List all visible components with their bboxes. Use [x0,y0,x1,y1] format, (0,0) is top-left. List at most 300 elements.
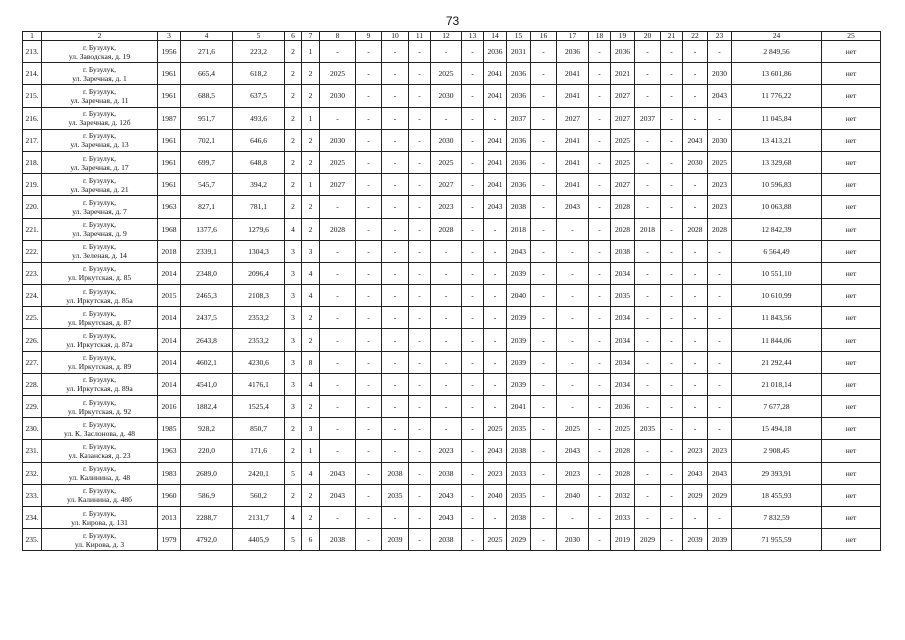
table-cell: - [356,262,382,284]
table-cell: 2023 [683,440,708,462]
table-cell: нет [822,351,881,373]
table-cell: - [409,462,431,484]
table-cell: 665,4 [181,63,233,85]
table-cell: - [484,351,507,373]
address-cell [42,196,158,218]
table-cell: 11 844,06 [732,329,822,351]
row-number: 228. [23,373,42,395]
table-cell: 2 [285,107,302,129]
table-cell: - [635,506,661,528]
table-cell: 2131,7 [233,506,285,528]
table-cell: 3 [285,351,302,373]
table-cell: 2 908,45 [732,440,822,462]
table-cell: 2028 [611,196,635,218]
column-header: 12 [431,32,462,41]
table-cell: 1979 [158,529,181,551]
table-cell: - [320,41,356,63]
table-cell: 493,6 [233,107,285,129]
table-cell: - [356,85,382,107]
table-cell: - [431,351,462,373]
table-cell: - [635,484,661,506]
table-cell: 2036 [557,41,589,63]
table-cell: 2029 [708,484,732,506]
table-cell: - [589,506,611,528]
table-cell: - [382,151,409,173]
table-cell: 2023 [708,174,732,196]
table-cell: - [557,373,589,395]
column-header: 8 [320,32,356,41]
table-cell: 2028 [431,218,462,240]
table-cell: - [409,396,431,418]
table-cell: 7 832,59 [732,506,822,528]
table-cell: 220,0 [181,440,233,462]
table-cell: - [683,41,708,63]
table-cell: - [683,285,708,307]
table-row [23,373,881,395]
table-cell: 928,2 [181,418,233,440]
table-cell: 4405,9 [233,529,285,551]
column-header: 16 [531,32,557,41]
table-cell: - [708,240,732,262]
table-cell: 2038 [611,240,635,262]
row-number: 230. [23,418,42,440]
table-cell: 2437,5 [181,307,233,329]
table-cell: 3 [285,262,302,284]
table-cell: - [409,174,431,196]
table-cell: 646,6 [233,129,285,151]
row-number: 222. [23,240,42,262]
table-cell: 2 [285,484,302,506]
table-cell: 13 413,21 [732,129,822,151]
address-city: г. Бузулук, [82,486,117,496]
table-cell: - [589,41,611,63]
column-header: 11 [409,32,431,41]
table-cell: 2030 [320,85,356,107]
table-cell: 10 551,10 [732,262,822,284]
address-cell [42,529,158,551]
table-cell: нет [822,129,881,151]
table-cell: 2041 [484,174,507,196]
table-cell: нет [822,285,881,307]
table-cell: 171,6 [233,440,285,462]
column-header: 9 [356,32,382,41]
table-cell: 1304,3 [233,240,285,262]
table-cell: 2015 [158,285,181,307]
table-cell: нет [822,529,881,551]
table-cell: - [484,218,507,240]
table-cell: - [356,529,382,551]
address-street: ул. Заречная, д. 9 [72,229,127,239]
table-cell: 2043 [431,506,462,528]
table-cell: - [531,373,557,395]
table-cell: - [462,418,484,440]
table-cell: - [589,418,611,440]
table-cell: - [531,174,557,196]
address-street: ул. Заречная, д. 13 [70,140,129,150]
table-cell: - [708,373,732,395]
table-cell: - [484,262,507,284]
table-cell: - [557,351,589,373]
table-cell: 2036 [507,174,531,196]
table-cell: 2041 [484,129,507,151]
table-cell: 2041 [557,129,589,151]
table-cell: - [531,41,557,63]
table-cell: 2038 [320,529,356,551]
address-city: г. Бузулук, [82,419,117,429]
table-cell: 2025 [431,63,462,85]
table-cell: 2038 [431,462,462,484]
table-cell: - [356,351,382,373]
table-cell: - [462,174,484,196]
table-cell: 4 [285,506,302,528]
table-cell: - [320,107,356,129]
table-cell: - [462,107,484,129]
column-header: 5 [233,32,285,41]
table-row [23,440,881,462]
table-cell: 2014 [158,329,181,351]
table-cell: 21 292,44 [732,351,822,373]
table-cell: - [589,285,611,307]
table-cell: 648,8 [233,151,285,173]
table-cell: - [382,418,409,440]
address-street: ул. Зеленая, д. 14 [72,251,127,261]
table-cell: - [708,285,732,307]
table-cell: - [589,396,611,418]
table-cell: - [409,440,431,462]
table-cell: - [683,506,708,528]
table-cell: 1961 [158,85,181,107]
table-cell: 5 [285,462,302,484]
table-row [23,218,881,240]
address-cell [42,440,158,462]
address-street: ул. Кирова, д. 131 [71,517,128,527]
row-number: 223. [23,262,42,284]
table-cell: 3 [285,307,302,329]
table-cell: 1956 [158,41,181,63]
table-cell: - [708,307,732,329]
table-cell: - [356,151,382,173]
table-cell: 2023 [431,440,462,462]
table-cell: - [683,63,708,85]
table-cell: 951,7 [181,107,233,129]
table-cell: - [320,506,356,528]
table-cell: - [462,85,484,107]
row-number: 221. [23,218,42,240]
table-cell: - [661,240,683,262]
table-cell: - [320,307,356,329]
row-number: 215. [23,85,42,107]
page-number: 73 [445,14,460,28]
table-cell: - [462,396,484,418]
table-cell: 827,1 [181,196,233,218]
table-cell: 2025 [320,151,356,173]
table-row [23,351,881,373]
table-cell: 2096,4 [233,262,285,284]
table-cell: 2033 [611,506,635,528]
table-cell: 2 [285,196,302,218]
table-cell: 4 [302,462,320,484]
table-cell: - [320,262,356,284]
table-cell: - [531,151,557,173]
table-cell: 2030 [431,85,462,107]
table-cell: - [409,129,431,151]
address-city: г. Бузулук, [82,331,117,341]
table-cell: - [462,218,484,240]
table-row [23,329,881,351]
table-cell: 2023 [708,196,732,218]
table-cell: - [635,329,661,351]
table-cell: - [462,506,484,528]
table-cell: - [661,529,683,551]
table-cell: 2037 [635,107,661,129]
table-cell: - [589,240,611,262]
table-cell: - [431,418,462,440]
table-cell: 2 [302,396,320,418]
table-cell: - [356,484,382,506]
table-cell: 1279,6 [233,218,285,240]
table-cell: 2420,1 [233,462,285,484]
table-cell: 2 [285,174,302,196]
table-cell: - [635,240,661,262]
column-header: 13 [462,32,484,41]
table-cell: нет [822,307,881,329]
table-cell: - [531,529,557,551]
table-cell: - [531,484,557,506]
table-cell: - [589,484,611,506]
table-cell: 2043 [708,462,732,484]
table-cell: 2028 [708,218,732,240]
table-cell: - [589,373,611,395]
table-cell: нет [822,440,881,462]
address-street: ул. Калинина, д. 48 [68,473,131,483]
table-cell: - [409,506,431,528]
table-row [23,396,881,418]
address-cell [42,462,158,484]
table-cell: - [382,351,409,373]
table-cell: - [531,440,557,462]
table-cell: - [708,107,732,129]
table-cell: 4230,6 [233,351,285,373]
table-cell: - [462,262,484,284]
table-cell: 2014 [158,307,181,329]
address-street: ул. Заречная, д. 17 [70,162,129,172]
table-cell: 2041 [557,174,589,196]
column-header: 20 [635,32,661,41]
table-cell: - [635,85,661,107]
table-row [23,129,881,151]
table-cell: - [683,107,708,129]
table-cell: 2014 [158,373,181,395]
table-cell: - [661,462,683,484]
table-cell: - [382,285,409,307]
table-cell: - [409,85,431,107]
table-cell: 1961 [158,63,181,85]
table-cell: - [635,196,661,218]
table-cell: - [531,285,557,307]
table-cell: - [462,373,484,395]
table-cell: - [462,462,484,484]
table-cell: 2038 [507,440,531,462]
table-cell: - [661,440,683,462]
table-cell: 15 494,18 [732,418,822,440]
table-body [23,41,881,551]
table-cell: 2036 [611,396,635,418]
table-cell: - [462,329,484,351]
table-cell: 2035 [635,418,661,440]
table-cell: - [661,151,683,173]
table-cell: 2036 [507,63,531,85]
table-cell: - [635,440,661,462]
column-header: 4 [181,32,233,41]
table-cell: 637,5 [233,85,285,107]
table-cell: нет [822,484,881,506]
table-cell: 3 [302,240,320,262]
table-cell: 2029 [507,529,531,551]
table-cell: 2043 [320,484,356,506]
table-cell: нет [822,63,881,85]
table-cell: 2028 [611,440,635,462]
table-cell: - [382,41,409,63]
table-cell: 8 [302,351,320,373]
row-number: 214. [23,63,42,85]
address-city: г. Бузулук, [82,197,117,207]
address-city: г. Бузулук, [82,42,117,52]
table-cell: нет [822,506,881,528]
address-street: ул. Заречная, д. 7 [72,206,127,216]
table-cell: 2025 [320,63,356,85]
table-cell: - [320,373,356,395]
table-cell: 2030 [557,529,589,551]
table-cell: - [320,351,356,373]
address-cell [42,63,158,85]
table-cell: 71 955,59 [732,529,822,551]
address-street: ул. Заводская, д. 19 [68,51,131,61]
table-cell: - [382,440,409,462]
table-cell: 2038 [431,529,462,551]
table-cell: - [462,285,484,307]
table-cell: 2039 [507,262,531,284]
table-cell: - [431,373,462,395]
table-cell: - [356,373,382,395]
table-cell: - [635,285,661,307]
table-cell: - [462,440,484,462]
table-cell: 2031 [507,41,531,63]
table-cell: нет [822,373,881,395]
table-cell: 1 [302,41,320,63]
table-cell: 4 [302,373,320,395]
table-cell: 2043 [320,462,356,484]
table-cell: - [320,285,356,307]
table-cell: 2036 [507,151,531,173]
table-cell: 13 601,86 [732,63,822,85]
table-cell: 1968 [158,218,181,240]
table-cell: 2028 [611,218,635,240]
table-cell: - [431,285,462,307]
table-cell: нет [822,262,881,284]
table-cell: 223,2 [233,41,285,63]
table-cell: - [531,240,557,262]
table-cell: - [382,329,409,351]
table-cell: 702,1 [181,129,233,151]
table-cell: нет [822,107,881,129]
table-cell: 1985 [158,418,181,440]
table-cell: - [708,396,732,418]
table-cell: - [635,129,661,151]
table-cell: - [557,240,589,262]
table-cell: - [484,240,507,262]
table-cell: 2043 [683,129,708,151]
address-cell [42,85,158,107]
table-cell: нет [822,174,881,196]
address-city: г. Бузулук, [82,64,117,74]
address-city: г. Бузулук, [82,86,117,96]
table-cell: 2043 [683,462,708,484]
table-cell: - [382,196,409,218]
address-city: г. Бузулук, [82,264,117,274]
table-cell: - [661,174,683,196]
table-cell: - [557,506,589,528]
table-cell: - [531,307,557,329]
address-cell [42,307,158,329]
table-header [23,32,881,41]
table-cell: 2 [302,484,320,506]
table-cell: 4 [285,218,302,240]
table-cell: 4792,0 [181,529,233,551]
row-number: 235. [23,529,42,551]
address-cell [42,329,158,351]
table-cell: 586,9 [181,484,233,506]
table-cell: 2041 [484,63,507,85]
table-cell: - [462,240,484,262]
table-cell: - [661,418,683,440]
table-cell: - [661,41,683,63]
table-cell: - [589,85,611,107]
table-cell: - [484,373,507,395]
table-cell: - [431,107,462,129]
table-cell: 2040 [507,285,531,307]
table-cell: - [320,440,356,462]
table-cell: 2043 [708,85,732,107]
table-cell: - [320,196,356,218]
table-cell: 2032 [611,484,635,506]
table-cell: 2043 [557,440,589,462]
column-header: 14 [484,32,507,41]
table-cell: 2034 [611,307,635,329]
table-cell: 12 842,39 [732,218,822,240]
table-cell: нет [822,85,881,107]
table-cell: - [589,218,611,240]
address-street: ул. Иркутская, д. 92 [67,406,132,416]
table-cell: 10 596,83 [732,174,822,196]
table-cell: 2036 [611,41,635,63]
table-cell: 1987 [158,107,181,129]
table-cell: - [557,285,589,307]
table-cell: - [683,174,708,196]
table-cell: 2108,3 [233,285,285,307]
address-street: ул. Калинина, д. 48б [67,495,132,505]
table-cell: 2041 [484,151,507,173]
table-cell: 7 677,28 [732,396,822,418]
table-cell: 2027 [320,174,356,196]
table-cell: 2353,2 [233,329,285,351]
table-cell: - [462,351,484,373]
table-cell: 2353,2 [233,307,285,329]
table-cell: 781,1 [233,196,285,218]
table-cell: 4 [302,262,320,284]
table-cell: 11 776,22 [732,85,822,107]
table-cell: 394,2 [233,174,285,196]
table-cell: - [409,484,431,506]
